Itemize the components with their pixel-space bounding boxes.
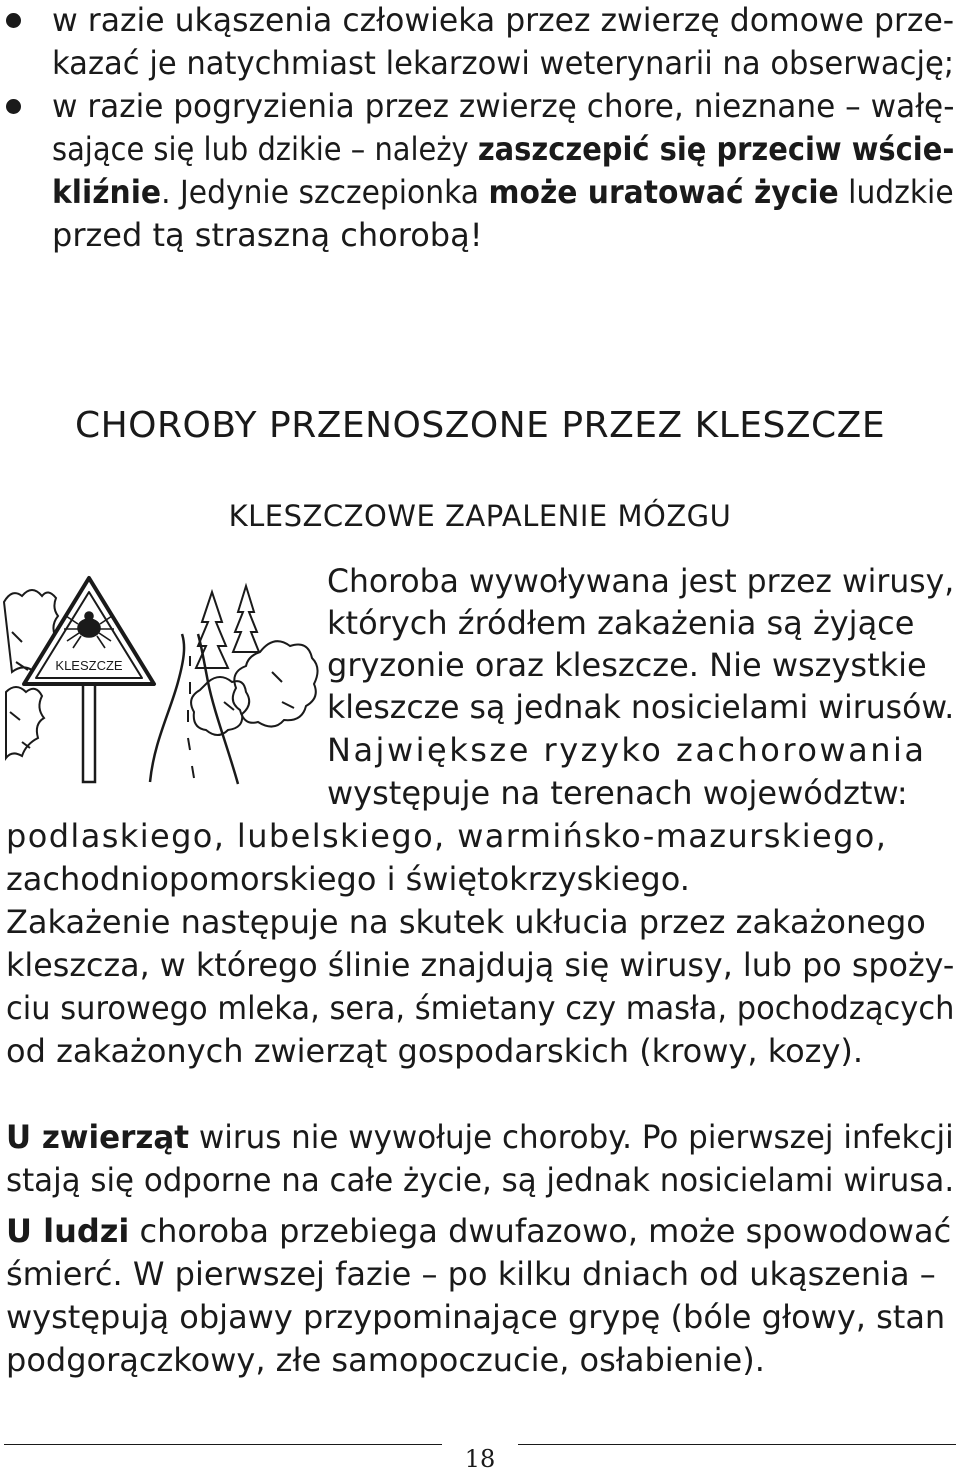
intro-line-2: których źródłem zakażenia są żyjące bbox=[327, 604, 915, 642]
sign-label: KLESZCZE bbox=[55, 658, 123, 673]
road-icon bbox=[150, 634, 238, 784]
intro-line-1: Choroba wywoływana jest przez wirusy, bbox=[327, 562, 955, 600]
footer-rule-left bbox=[4, 1444, 442, 1445]
trees-right-icon bbox=[191, 586, 317, 735]
bullet-dot-1 bbox=[6, 13, 21, 28]
intro-line-6: występuje na terenach województw: bbox=[327, 774, 908, 812]
bullet-2-line-3: kliźnie. Jedynie szczepionka może uratować życie ludzkie bbox=[52, 173, 954, 211]
tick-warning-illustration bbox=[2, 572, 320, 786]
sign-post-icon bbox=[83, 682, 95, 782]
page-number: 18 bbox=[464, 1445, 496, 1473]
bullet-1-line-1: w razie ukąszenia człowieka przez zwierzę domowe prze- bbox=[52, 1, 955, 39]
intro-line-5: Największe ryzyko zachorowania bbox=[327, 731, 927, 769]
bullet-2-line-2: sające się lub dzikie – należy zaszczepić się przeciw wście- bbox=[52, 130, 955, 168]
body-line-1: podlaskiego, lubelskiego, warmińsko-mazurskiego, bbox=[6, 817, 888, 855]
humans-line-2: śmierć. W pierwszej fazie – po kilku dniach od ukąszenia – bbox=[6, 1255, 936, 1293]
body-line-6: od zakażonych zwierząt gospodarskich (krowy, kozy). bbox=[6, 1032, 864, 1070]
section-heading: CHOROBY PRZENOSZONE PRZEZ KLESZCZE bbox=[74, 405, 886, 446]
humans-line-4: podgorączkowy, złe samopoczucie, osłabienie). bbox=[6, 1341, 765, 1379]
humans-lead: U ludzi bbox=[6, 1212, 130, 1250]
body-line-3: Zakażenie następuje na skutek ukłucia przez zakażonego bbox=[6, 903, 926, 941]
body-line-5: ciu surowego mleka, sera, śmietany czy masła, pochodzących bbox=[6, 989, 955, 1027]
bullet-2-line-4: przed tą straszną chorobą! bbox=[52, 216, 483, 254]
bullet-1-line-2: kazać je natychmiast lekarzowi weterynarii na obserwację; bbox=[52, 44, 955, 82]
animals-line-1: U zwierząt wirus nie wywołuje choroby. Po pierwszej infekcji bbox=[6, 1118, 954, 1156]
bullet-2-line-1: w razie pogryzienia przez zwierzę chore, nieznane – wałę- bbox=[52, 87, 955, 125]
intro-line-3: gryzonie oraz kleszcze. Nie wszystkie bbox=[327, 646, 927, 684]
intro-line-4: kleszcze są jednak nosicielami wirusów. bbox=[327, 688, 955, 726]
animals-line-2: stają się odporne na całe życie, są jednak nosicielami wirusa. bbox=[6, 1161, 955, 1199]
animals-lead: U zwierząt bbox=[6, 1118, 190, 1156]
bullet-dot-2 bbox=[6, 99, 21, 114]
section-subheading: KLESZCZOWE ZAPALENIE MÓZGU bbox=[228, 499, 732, 533]
footer-rule-right bbox=[518, 1444, 956, 1445]
humans-line-3: występują objawy przypominające grypę (bóle głowy, stan bbox=[6, 1298, 946, 1336]
body-line-2: zachodniopomorskiego i świętokrzyskiego. bbox=[6, 860, 690, 898]
body-line-4: kleszcza, w którego ślinie znajdują się wirusy, lub po spoży- bbox=[6, 946, 955, 984]
humans-line-1: U ludzi choroba przebiega dwufazowo, może spowodować bbox=[6, 1212, 952, 1250]
